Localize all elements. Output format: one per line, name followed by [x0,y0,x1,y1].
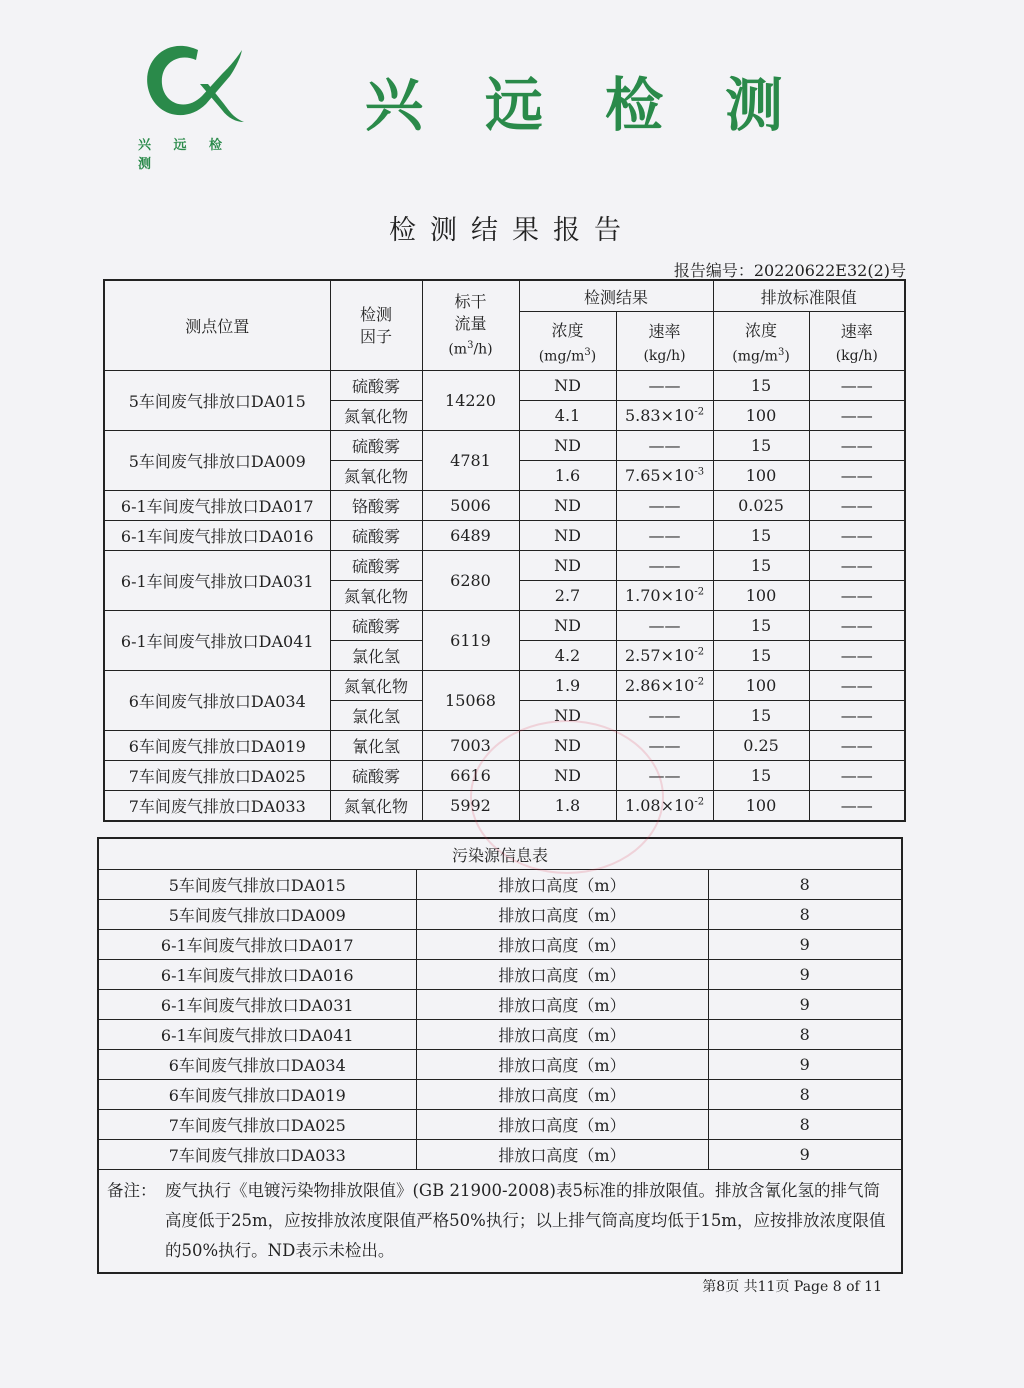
source-row [98,1050,902,1080]
source-item: 排放口高度（m） [416,1080,708,1110]
cell-limit-rate: —— [809,581,905,611]
source-value: 8 [708,1020,902,1050]
cell-limit-conc: 15 [713,431,809,461]
header-limit-rate: 速率 (kg/h) [809,312,905,371]
header-flow-unit: $(m^3/h)$ [448,339,493,358]
cell-flow: 14220 [422,371,519,431]
cell-factor: 硫酸雾 [330,761,422,791]
source-value: 8 [708,1110,902,1140]
cell-limit-conc: 15 [713,521,809,551]
cell-limit-rate: —— [809,461,905,491]
cell-factor: 氮氧化物 [330,671,422,701]
source-item: 排放口高度（m） [416,930,708,960]
cell-rate: $2.86\times 10^{-2}$ [616,671,713,701]
cell-limit-rate: —— [809,491,905,521]
cell-location: 5车间废气排放口DA015 [104,371,330,431]
rate-exponent: -2 [694,676,705,688]
cell-factor: 氮氧化物 [330,461,422,491]
cell-limit-rate: —— [809,371,905,401]
cell-factor: 硫酸雾 [330,521,422,551]
cell-flow: 15068 [422,671,519,731]
cell-flow: 7003 [422,731,519,761]
cell-factor: 铬酸雾 [330,491,422,521]
cell-limit-conc: 15 [713,551,809,581]
source-location: 6-1车间废气排放口DA017 [98,930,416,960]
cell-limit-conc: 0.025 [713,491,809,521]
cell-limit-rate: —— [809,641,905,671]
cell-flow: 6280 [422,551,519,611]
cell-limit-conc: 15 [713,371,809,401]
header-flow: 标干流量 $(m^3/h)$ [422,280,519,371]
cell-conc: 2.7 [519,581,616,611]
source-item: 排放口高度（m） [416,1020,708,1050]
cell-conc: ND [519,701,616,731]
source-value: 8 [708,900,902,930]
cell-flow: 5006 [422,491,519,521]
table-row [104,671,905,701]
cell-flow: 6616 [422,761,519,791]
source-item: 排放口高度（m） [416,900,708,930]
cell-conc: ND [519,521,616,551]
source-location: 7车间废气排放口DA025 [98,1110,416,1140]
cell-location: 5车间废气排放口DA009 [104,431,330,491]
source-item: 排放口高度（m） [416,960,708,990]
cell-rate: —— [616,551,713,581]
source-item: 排放口高度（m） [416,870,708,900]
cell-location: 6-1车间废气排放口DA016 [104,521,330,551]
unit-exponent: 3 [467,339,474,351]
cell-limit-rate: —— [809,521,905,551]
cell-limit-conc: 15 [713,611,809,641]
source-row [98,990,902,1020]
source-row [98,870,902,900]
cell-rate: —— [616,731,713,761]
cell-rate: $2.57\times 10^{-2}$ [616,641,713,671]
cell-factor: 硫酸雾 [330,551,422,581]
cell-rate: $7.65\times 10^{-3}$ [616,461,713,491]
source-location: 5车间废气排放口DA015 [98,870,416,900]
cell-limit-rate: —— [809,731,905,761]
cell-rate: $5.83\times 10^{-2}$ [616,401,713,431]
source-item: 排放口高度（m） [416,1110,708,1140]
cell-location: 7车间废气排放口DA025 [104,761,330,791]
rate-exponent: -2 [694,586,705,598]
cell-flow: 6489 [422,521,519,551]
cell-limit-conc: 15 [713,761,809,791]
table-row [104,491,905,521]
cell-limit-rate: —— [809,761,905,791]
unit-exponent: 3 [584,346,591,358]
source-row [98,930,902,960]
source-value: 9 [708,990,902,1020]
cell-conc: ND [519,431,616,461]
cell-conc: 4.2 [519,641,616,671]
cell-conc: 1.8 [519,791,616,822]
header-result-conc: 浓度 $(mg/m^3)$ [519,312,616,371]
cell-location: 6-1车间废气排放口DA041 [104,611,330,671]
cell-location: 6-1车间废气排放口DA031 [104,551,330,611]
cell-factor: 硫酸雾 [330,371,422,401]
cell-conc: ND [519,371,616,401]
header-limit-conc: 浓度 $(mg/m^3)$ [713,312,809,371]
cell-limit-conc: 15 [713,641,809,671]
cell-factor: 氮氧化物 [330,401,422,431]
cell-conc: 1.6 [519,461,616,491]
company-logo-icon [138,38,248,128]
cell-rate: —— [616,431,713,461]
cell-location: 6车间废气排放口DA034 [104,671,330,731]
source-row [98,1110,902,1140]
source-value: 9 [708,1140,902,1170]
source-location: 6车间废气排放口DA019 [98,1080,416,1110]
table-row [104,371,905,401]
cell-rate: —— [616,371,713,401]
header-location: 测点位置 [104,280,330,371]
note-label: 备注： [107,1181,157,1200]
cell-conc: ND [519,611,616,641]
company-name: 兴远检测 [365,71,846,139]
cell-flow: 6119 [422,611,519,671]
cell-limit-rate: —— [809,431,905,461]
cell-limit-conc: 0.25 [713,731,809,761]
cell-limit-rate: —— [809,701,905,731]
source-item: 排放口高度（m） [416,990,708,1020]
cell-limit-rate: —— [809,401,905,431]
header-result-rate: 速率 (kg/h) [616,312,713,371]
cell-factor: 氰化氢 [330,731,422,761]
cell-factor: 氮氧化物 [330,581,422,611]
header-factor: 检测因子 [330,280,422,371]
table-row [104,521,905,551]
note-cell [98,1170,902,1274]
source-row [98,960,902,990]
cell-limit-rate: —— [809,611,905,641]
table-row [104,431,905,461]
cell-limit-conc: 100 [713,791,809,822]
source-location: 6车间废气排放口DA034 [98,1050,416,1080]
source-location: 6-1车间废气排放口DA016 [98,960,416,990]
cell-limit-conc: 100 [713,401,809,431]
cell-limit-rate: —— [809,551,905,581]
cell-factor: 硫酸雾 [330,431,422,461]
cell-location: 6车间废气排放口DA019 [104,731,330,761]
source-location: 6-1车间废气排放口DA041 [98,1020,416,1050]
source-value: 8 [708,870,902,900]
logo-caption: 兴 远 检 测 [138,138,232,172]
cell-conc: 4.1 [519,401,616,431]
rate-exponent: -2 [694,406,705,418]
cell-location: 7车间废气排放口DA033 [104,791,330,822]
cell-factor: 硫酸雾 [330,611,422,641]
cell-limit-conc: 15 [713,701,809,731]
cell-factor: 氯化氢 [330,641,422,671]
source-row [98,1080,902,1110]
source-value: 9 [708,930,902,960]
cell-rate: $1.70\times 10^{-2}$ [616,581,713,611]
rate-exponent: -2 [694,796,705,808]
rate-exponent: -3 [694,466,705,478]
source-item: 排放口高度（m） [416,1050,708,1080]
report-number: 报告编号：20220622E32(2)号 [673,261,906,280]
cell-limit-conc: 100 [713,461,809,491]
cell-conc: ND [519,761,616,791]
table-row [104,611,905,641]
cell-conc: ND [519,731,616,761]
source-value: 9 [708,1050,902,1080]
source-item: 排放口高度（m） [416,1140,708,1170]
cell-factor: 氮氧化物 [330,791,422,822]
pollution-source-table [97,837,903,1274]
note-text: 废气执行《电镀污染物排放限值》(GB 21900-2008)表5标准的排放限值。排放含氰化氢的排气筒高度低于25m，应按排放浓度限值严格50%执行；以上排气筒高度均低于15m，应按排放浓度限值的50%执行。ND表示未检出。 [165,1181,886,1260]
cell-flow: 5992 [422,791,519,822]
cell-location: 6-1车间废气排放口DA017 [104,491,330,521]
rate-exponent: -2 [694,646,705,658]
source-value: 8 [708,1080,902,1110]
report-title: 检测结果报告 [389,215,635,246]
cell-factor: 氯化氢 [330,701,422,731]
unit-exponent: 3 [777,346,785,358]
source-location: 5车间废气排放口DA009 [98,900,416,930]
cell-rate: $1.08\times 10^{-2}$ [616,791,713,822]
cell-conc: ND [519,551,616,581]
cell-rate: —— [616,491,713,521]
cell-rate: —— [616,701,713,731]
faint-stamp [470,720,664,874]
cell-rate: —— [616,761,713,791]
source-row [98,1020,902,1050]
source-location: 6-1车间废气排放口DA031 [98,990,416,1020]
source-row [98,1140,902,1170]
cell-rate: —— [616,611,713,641]
page-footer: 第8页 共11页 Page 8 of 11 [702,1279,882,1295]
source-table-title: 污染源信息表 [98,838,902,870]
cell-flow: 4781 [422,431,519,491]
header-limit: 排放标准限值 [713,280,905,312]
cell-rate: —— [616,521,713,551]
cell-limit-conc: 100 [713,581,809,611]
cell-limit-conc: 100 [713,671,809,701]
header-result: 检测结果 [519,280,713,312]
cell-limit-rate: —— [809,671,905,701]
table-row [104,551,905,581]
source-row [98,900,902,930]
cell-limit-rate: —— [809,791,905,822]
cell-conc: ND [519,491,616,521]
source-value: 9 [708,960,902,990]
note-row [98,1170,902,1274]
source-location: 7车间废气排放口DA033 [98,1140,416,1170]
cell-conc: 1.9 [519,671,616,701]
